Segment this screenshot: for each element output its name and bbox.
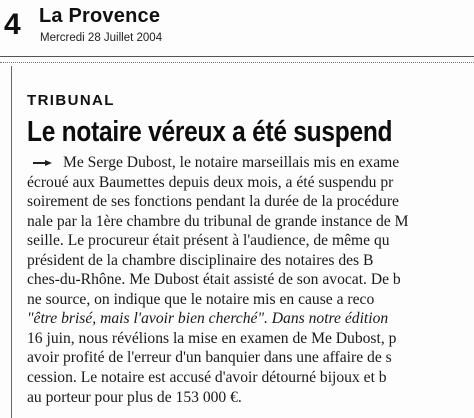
body-line: ne source, on indique que le notaire mis en cause a reco	[27, 290, 375, 308]
column-divider	[11, 66, 12, 418]
article-body	[27, 153, 467, 407]
body-line: "être brisé, mais l'avoir bien cherché". Dans notre édition	[27, 310, 389, 328]
body-line: écroué aux Baumettes depuis deux mois, a été suspendu pr	[27, 173, 394, 191]
body-line: soirement de ses fonctions pendant la durée de la procédure	[27, 193, 399, 211]
body-line: seille. Le procureur était présent à l'audience, de même qu	[27, 232, 390, 250]
article-headline: Le notaire véreux a été suspend	[27, 116, 393, 148]
body-line: 16 juin, nous révélions la mise en examen de Me Dubost, p	[27, 329, 397, 347]
body-line: au porteur pour plus de 153 000 €.	[27, 388, 242, 406]
article-rubric: TRIBUNAL	[27, 92, 115, 109]
body-line: avoir profité de l'erreur d'un banquier dans une affaire de s	[27, 349, 392, 367]
page-header	[0, 0, 474, 66]
article	[27, 92, 474, 418]
body-line: nale par la 1ère chambre du tribunal de grande instance de M	[27, 212, 409, 230]
newspaper-title: La Provence	[39, 5, 161, 27]
page-number: 4	[4, 8, 21, 41]
body-line: ches-du-Rhône. Me Dubost était assisté de son avocat. De b	[27, 271, 401, 289]
body-line: président de la chambre disciplinaire des notaires des B	[27, 251, 374, 269]
issue-date: Mercredi 28 Juillet 2004	[40, 32, 163, 44]
body-line	[27, 153, 467, 173]
header-dotted-rule	[0, 62, 474, 63]
body-line-text: Me Serge Dubost, le notaire marseillais mis en exame	[63, 154, 400, 171]
header-rule	[0, 56, 474, 57]
body-line: cession. Le notaire est accusé d'avoir détourné bijoux et b	[27, 369, 387, 387]
arrow-right-icon	[33, 159, 53, 167]
